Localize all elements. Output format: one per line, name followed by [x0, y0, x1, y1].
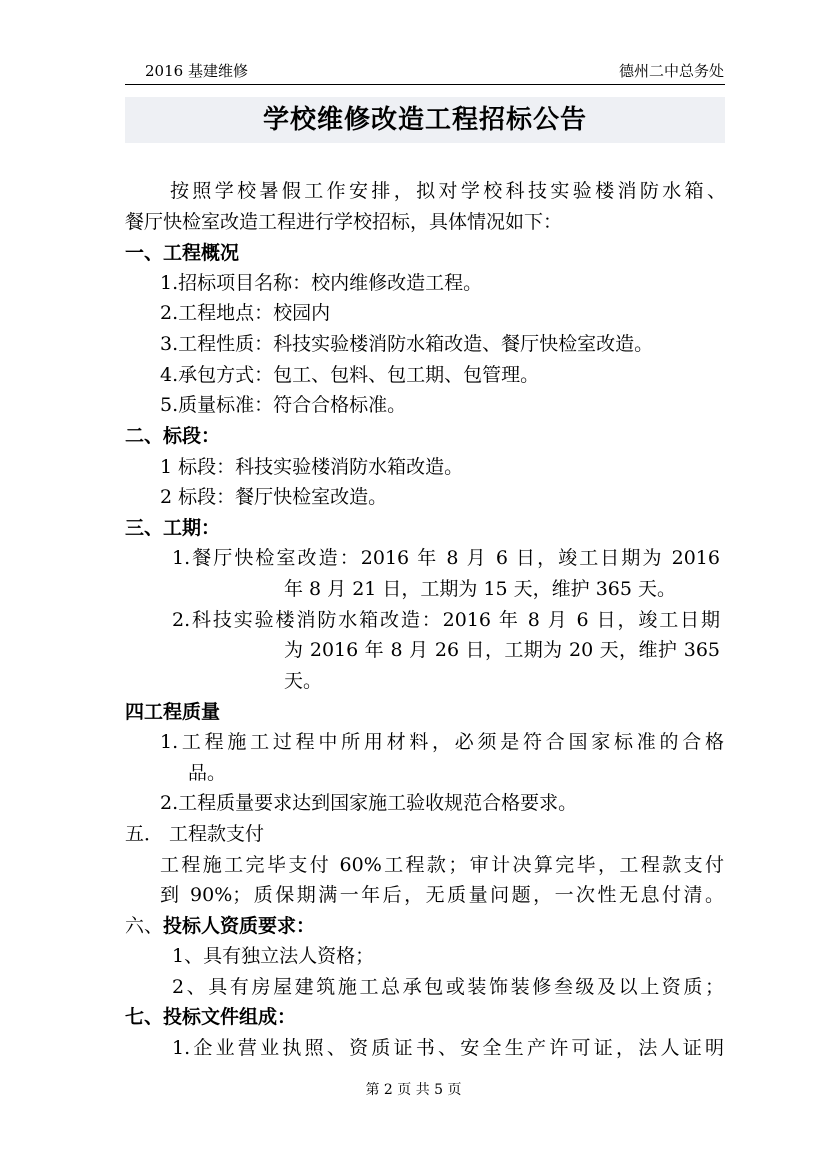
section-2-item-2: 2 标段：餐厅快检室改造。 — [160, 486, 388, 508]
section-6-heading: 投标人资质要求： — [163, 915, 316, 937]
section-4-item-1-line-1: 1.工程施工过程中所用材料，必须是符合国家标准的合格 — [160, 731, 724, 753]
section-1-item-4: 4.承包方式：包工、包料、包工期、包管理。 — [160, 364, 540, 386]
header-left: 2016 基建维修 — [145, 62, 248, 80]
section-1-item-1: 1.招标项目名称：校内维修改造工程。 — [160, 272, 483, 294]
section-3-item-2-line-3: 天。 — [284, 670, 323, 692]
header-rule — [125, 84, 725, 85]
section-5-line-1: 工程施工完毕支付 60%工程款；审计决算完毕，工程款支付 — [160, 854, 724, 876]
section-2-heading: 二、标段： — [125, 425, 221, 447]
header-right: 德州二中总务处 — [618, 62, 724, 80]
section-7-heading: 七、投标文件组成： — [125, 1006, 297, 1028]
section-3-item-2-line-1: 2.科技实验楼消防水箱改造：2016 年 8 月 6 日，竣工日期 — [172, 609, 720, 631]
intro-line-1: 按照学校暑假工作安排，拟对学校科技实验楼消防水箱、 — [170, 180, 726, 202]
section-1-item-5: 5.质量标准：符合合格标准。 — [160, 394, 407, 416]
section-3-heading: 三、工期： — [125, 517, 221, 539]
section-1-item-2: 2.工程地点：校园内 — [160, 302, 331, 324]
section-6-item-2: 2、具有房屋建筑施工总承包或装饰装修叁级及以上资质； — [172, 976, 724, 998]
section-2-item-1: 1 标段：科技实验楼消防水箱改造。 — [160, 456, 464, 478]
section-3-item-1-line-1: 1.餐厅快检室改造：2016 年 8 月 6 日，竣工日期为 2016 — [172, 547, 720, 569]
page-title: 学校维修改造工程招标公告 — [262, 105, 587, 135]
section-4-heading: 四工程质量 — [125, 701, 221, 723]
section-1-heading: 一、工程概况 — [125, 242, 240, 264]
section-5-heading: 五． 工程款支付 — [125, 823, 265, 845]
page-number: 第 2 页 共 5 页 — [365, 1082, 462, 1098]
section-1-item-3: 3.工程性质：科技实验楼消防水箱改造、餐厅快检室改造。 — [160, 333, 654, 355]
section-5-line-2: 到 90%；质保期满一年后，无质量问题，一次性无息付清。 — [160, 884, 724, 906]
section-6-heading-row — [125, 911, 315, 941]
section-3-item-2-line-2: 为 2016 年 8 月 26 日，工期为 20 天，维护 365 — [284, 639, 720, 661]
section-4-item-1-line-2: 品。 — [188, 762, 227, 784]
section-7-item-1: 1.企业营业执照、资质证书、安全生产许可证，法人证明 — [172, 1037, 724, 1059]
section-4-item-2: 2.工程质量要求达到国家施工验收规范合格要求。 — [160, 792, 578, 814]
section-6-heading-prefix: 六、 — [125, 915, 164, 937]
section-6-item-1: 1、具有独立法人资格； — [172, 945, 375, 967]
intro-line-2: 餐厅快检室改造工程进行学校招标，具体情况如下： — [125, 211, 563, 233]
section-3-item-1-line-2: 年 8 月 21 日，工期为 15 天，维护 365 天。 — [284, 578, 677, 600]
